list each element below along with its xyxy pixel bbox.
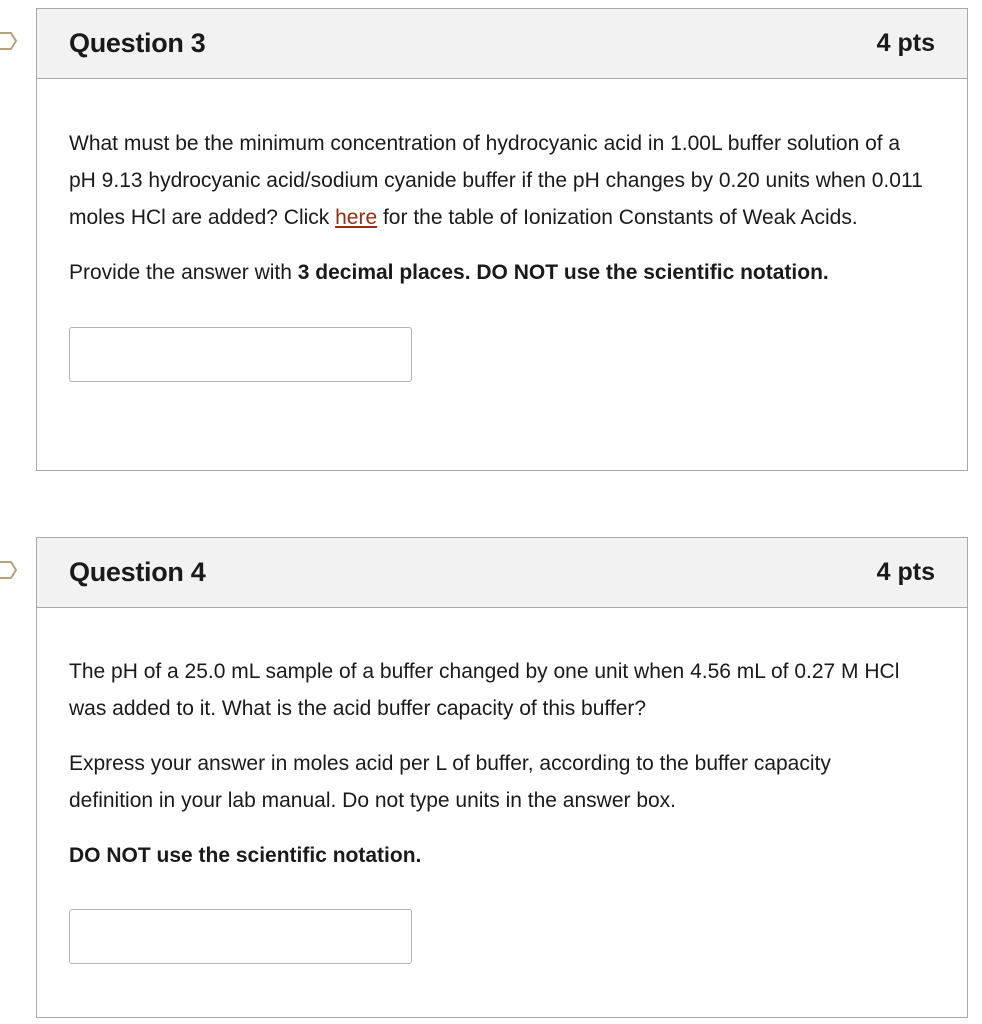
question-title: Question 4 [69, 557, 206, 587]
ionization-table-link[interactable]: here [335, 206, 378, 229]
question-instructions: DO NOT use the scientific notation. [69, 844, 422, 867]
question-4 [36, 537, 968, 1018]
question-flag-icon[interactable] [0, 560, 20, 580]
question-text-2: Express your answer in moles acid per L of buffer, according to the buffer capacity definition in your lab manual. Do not type units in the answer box. [69, 752, 831, 812]
question-header [37, 538, 967, 608]
question-3 [36, 8, 968, 471]
question-instructions: Provide the answer with 3 decimal places. DO NOT use the scientific notation. [69, 261, 829, 284]
answer-input[interactable] [69, 327, 412, 382]
question-title: Question 3 [69, 28, 206, 58]
question-text: What must be the minimum concentration of hydrocyanic acid in 1.00L buffer solution of a pH 9.13 hydrocyanic acid/sodium cyanide buffer if the pH changes by 0.20 units when 0.011 moles HCl are added? Click here for the table of Ionization Constants of Weak Acids. [69, 132, 923, 229]
question-flag-icon[interactable] [0, 31, 20, 51]
answer-input[interactable] [69, 909, 412, 964]
question-points: 4 pts [876, 558, 935, 586]
question-header [37, 9, 967, 79]
question-points: 4 pts [876, 29, 935, 57]
question-text: The pH of a 25.0 mL sample of a buffer changed by one unit when 4.56 mL of 0.27 M HCl was added to it. What is the acid buffer capacity of this buffer? [69, 660, 900, 720]
